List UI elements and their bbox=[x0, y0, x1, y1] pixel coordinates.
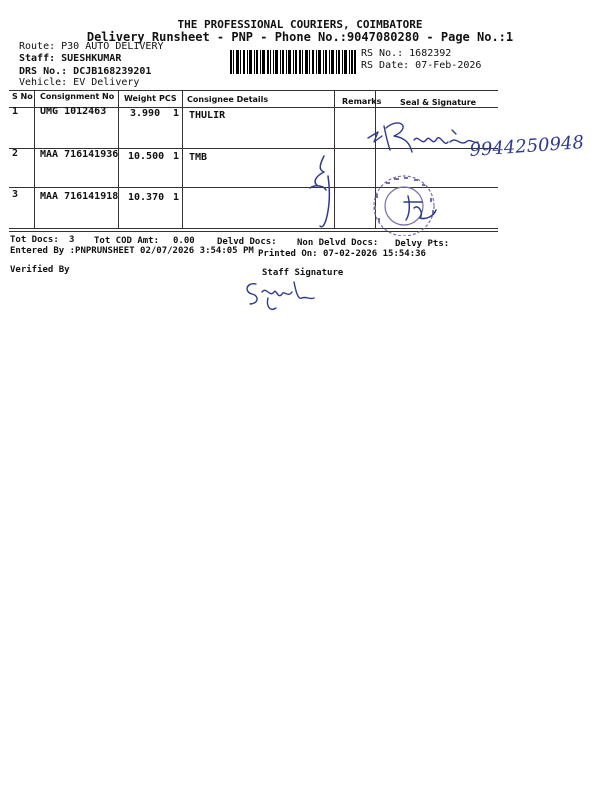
staff-signature-ink bbox=[236, 274, 326, 316]
row-sno: 1 bbox=[12, 106, 19, 117]
col-divider bbox=[34, 90, 35, 228]
route-text: Route: P30 AUTO DELIVERY bbox=[19, 41, 164, 52]
row-consignment: MAA 716141918 bbox=[40, 191, 119, 202]
company-seal-stamp bbox=[364, 172, 464, 236]
delvd-docs-label: Delvd Docs: bbox=[217, 237, 277, 247]
tot-docs-value: 3 bbox=[69, 235, 75, 245]
barcode-image bbox=[230, 50, 356, 74]
header-consignee: Consignee Details bbox=[187, 95, 269, 104]
delvy-pts-label: Delvy Pts: bbox=[395, 239, 450, 249]
header-weight: Weight bbox=[124, 94, 156, 103]
row-weight: 10.370 bbox=[128, 192, 165, 203]
tot-cod-label: Tot COD Amt: bbox=[94, 236, 160, 246]
table-top-rule bbox=[9, 90, 498, 91]
tot-docs-label: Tot Docs: bbox=[10, 235, 59, 245]
printed-on: Printed On: 07-02-2026 15:54:36 bbox=[258, 249, 426, 259]
row-consignment: MAA 716141936 bbox=[40, 149, 119, 160]
vehicle-text: Vehicle: EV Delivery bbox=[19, 77, 140, 88]
tot-cod-value: 0.00 bbox=[173, 236, 195, 246]
handwritten-phone: 9944250948 bbox=[468, 132, 585, 161]
staff-text: Staff: SUESHKUMAR bbox=[19, 53, 122, 64]
row-pcs: 1 bbox=[173, 151, 180, 162]
rs-date: RS Date: 07-Feb-2026 bbox=[361, 60, 482, 71]
verified-by-label: Verified By bbox=[10, 265, 70, 275]
rs-number: RS No.: 1682392 bbox=[361, 48, 452, 59]
row-sno: 3 bbox=[12, 189, 19, 200]
drs-number: DRS No.: DCJB168239201 bbox=[19, 66, 152, 77]
header-sno: S No bbox=[12, 92, 33, 101]
runsheet-subtitle: Delivery Runsheet - PNP - Phone No.:9047080280 - Page No.:1 bbox=[86, 30, 514, 44]
row-consignment: UMG 1012463 bbox=[40, 106, 107, 117]
col-divider bbox=[182, 90, 183, 228]
row-weight: 10.500 bbox=[128, 151, 165, 162]
row-weight: 3.990 bbox=[130, 108, 161, 119]
header-pcs: PCS bbox=[159, 94, 177, 103]
row-consignee: TMB bbox=[189, 152, 208, 163]
staff-signature-label: Staff Signature bbox=[262, 268, 344, 278]
company-title: THE PROFESSIONAL COURIERS, COIMBATORE bbox=[177, 18, 423, 31]
remarks-pen-mark bbox=[296, 150, 344, 236]
entered-by: Entered By :PNPRUNSHEET 02/07/2026 3:54:05 PM bbox=[10, 246, 254, 256]
row-sno: 2 bbox=[12, 148, 19, 159]
row-pcs: 1 bbox=[173, 108, 180, 119]
header-remarks: Remarks bbox=[342, 97, 382, 106]
non-delvd-docs-label: Non Delvd Docs: bbox=[297, 238, 379, 248]
header-seal: Seal & Signature bbox=[400, 98, 477, 107]
handwritten-signature-1 bbox=[360, 112, 600, 174]
row-pcs: 1 bbox=[173, 192, 180, 203]
row-consignee: THULIR bbox=[189, 110, 226, 121]
header-consignment: Consignment No bbox=[40, 92, 115, 101]
